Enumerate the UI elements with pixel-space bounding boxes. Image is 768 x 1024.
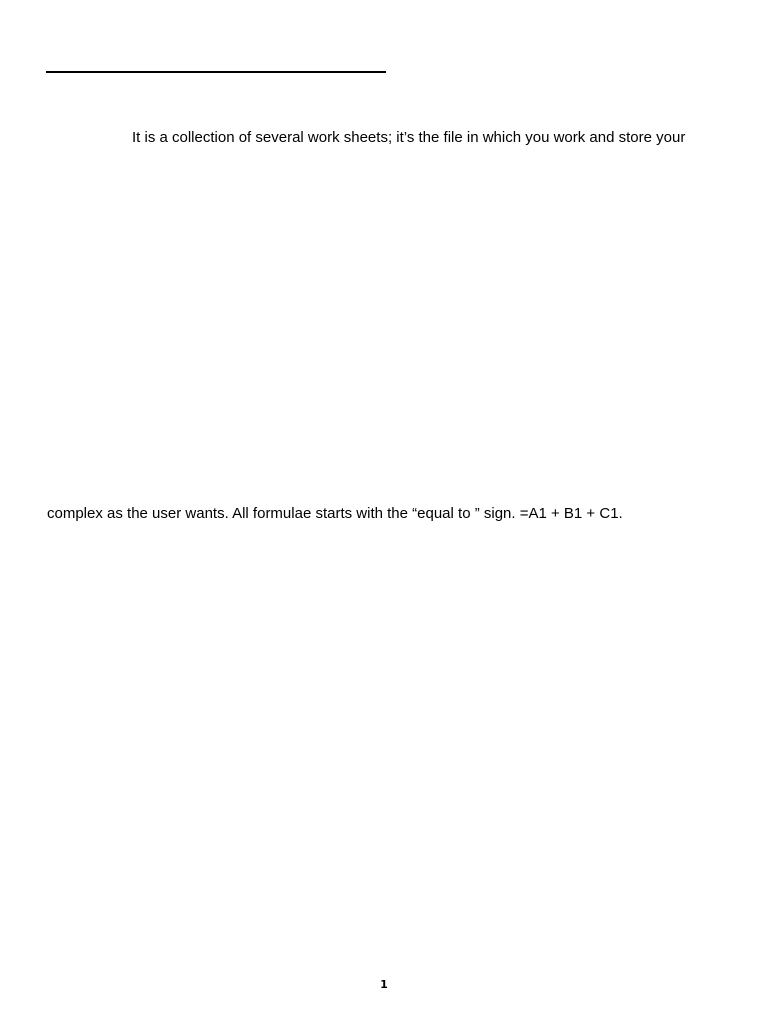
paragraph-workbook-definition: It is a collection of several work sheets; it’s the file in which you work and store your [132,129,686,146]
page-number: 1 [380,978,388,991]
paragraph-formulae: complex as the user wants. All formulae starts with the “equal to ” sign. =A1 + B1 + C1. [47,505,623,522]
horizontal-rule [46,71,386,73]
